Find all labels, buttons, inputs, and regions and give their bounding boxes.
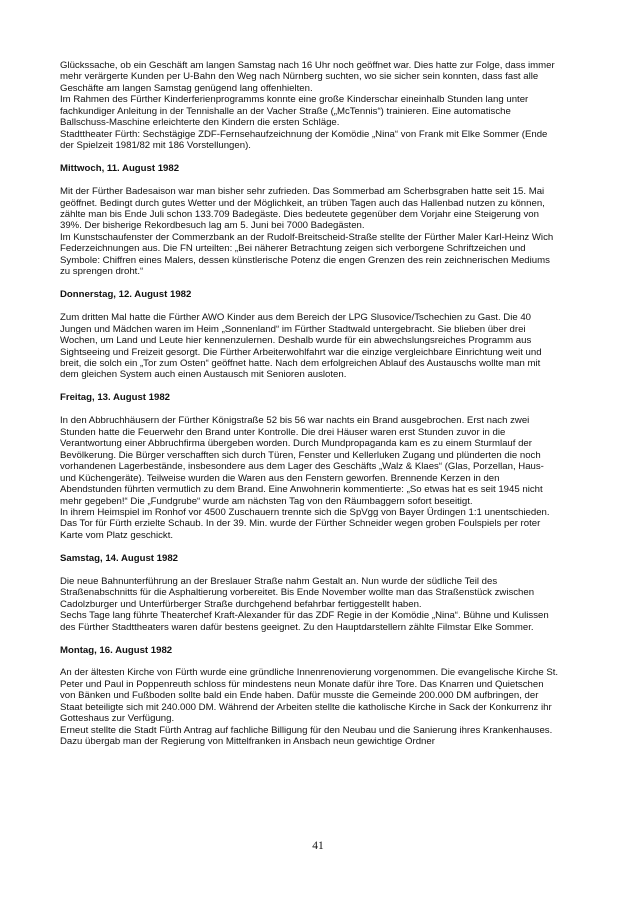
intro-paragraph: Im Rahmen des Fürther Kinderferienprogramms konnte eine große Kinderschar eineinhalb Stunden lang unter fachkundiger Anleitung in der Tennishalle an der Vacher Straße („McTennis“) trainieren. Eine automatische Ballschuss-Maschine erleichterte den Kindern die ersten Schläge. xyxy=(60,94,529,129)
section-heading: Montag, 16. August 1982 xyxy=(60,644,173,656)
section-2025-08-11 xyxy=(60,163,560,278)
intro-paragraph: Stadttheater Fürth: Sechstägige ZDF-Fernsehaufzeichnung der Komödie „Nina“ von Frank mit Elke Sommer (Ende der Spielzeit 1981/82 mit 186 Vorstellungen). xyxy=(60,128,548,152)
section-paragraph: Erneut stellte die Stadt Fürth Antrag auf fachliche Billigung für den Neubau und die Sanierung ihres Krankenhauses. Dazu übergab man der Regierung von Mittelfranken in Ansbach neun gewichtige Ordner xyxy=(60,724,553,748)
section-heading: Mittwoch, 11. August 1982 xyxy=(60,163,180,175)
section-2025-08-13 xyxy=(60,392,560,541)
section-paragraph: Im Kunstschaufenster der Commerzbank an der Rudolf-Breitscheid-Straße stellte der Fürther Maler Karl-Heinz Wich Federzeichnungen aus. Die FN urteilten: „Bei näherer Betrachtung zeigen sich verborgene Schriftzeichen und Symbole: Chiffren eines Malers, dessen künstlerische Potenz die engen Grenzen des rein zeichnerischen Mediums zu sprengen droht.“ xyxy=(60,231,554,278)
section-paragraph: Mit der Fürther Badesaison war man bisher sehr zufrieden. Das Sommerbad am Scherbsgraben hatte seit 15. Mai geöffnet. Bedingt durch gutes Wetter und der Möglichkeit, an trüben Tagen auch das Hallenbad nutzen zu können, zählte man bis Ende Juli schon 133.709 Badegäste. Dies bedeutete gegenüber dem Vorjahr eine Steigerung von 39%. Der bisherige Rekordbesuch lag am 5. Juni bei 7000 Badegästen. xyxy=(60,186,545,232)
section-paragraph: Sechs Tage lang führte Theaterchef Kraft-Alexander für das ZDF Regie in der Komödie „Nina“. Bühne und Kulissen des Fürther Stadttheaters waren dafür bestens geeignet. Zu den Hauptdarstellern zählte Filmstar Elke Sommer. xyxy=(60,610,549,633)
section-paragraph: In ihrem Heimspiel im Ronhof vor 4500 Zuschauern trennte sich die SpVgg von Bayer Ürdingen 1:1 unentschieden. Das Tor für Fürth erzielte Schaub. In der 39. Min. wurde der Fürther Schneider wegen groben Foulspiels per roter Karte vom Platz geschickt. xyxy=(60,506,550,541)
section-2025-08-14 xyxy=(60,553,560,633)
section-heading: Donnerstag, 12. August 1982 xyxy=(60,289,192,301)
section-paragraph: In den Abbruchhäusern der Fürther Königstraße 52 bis 56 war nachts ein Brand ausgebrochen. Erst nach zwei Stunden hatte die Feuerwehr den Brand unter Kontrolle. Die drei Häuser waren erst Stunden zuvor in die Verantwortung einer Abbruchfirma übergeben worden. Durch Mundpropaganda kam es zu einem Sturmlauf der Bevölkerung. Die Bürger verschafften sich durch Türen, Fenster und Kellerluken Zugang und plünderten die noch vorhandenen Lagerbestände, insbesondere aus dem Lager des Geschäfts „Walz & Klaes“ (Glas, Porzellan, Haus- und Küchengeräte). Teilweise wurden die Waren aus den Fenstern geworfen. Brennende Kerzen in den Abendstunden führten vermutlich zu dem Brand. Eine Anwohnerin kommentierte: „So etwas hat es seit 1945 nicht mehr gegeben!“ Die „Fundgrube“ wurde am nächsten Tag von den Räumbaggern sofort beseitigt. xyxy=(60,415,544,507)
section-heading: Freitag, 13. August 1982 xyxy=(60,392,171,404)
section-paragraph: An der ältesten Kirche von Fürth wurde eine gründliche Innenrenovierung vorgenommen. Die evangelische Kirche St. Peter und Paul in Poppenreuth schloss für mindestens neun Monate dafür ihre Tore. Das Knarren und Quietschen von Bänken und Fußboden sollte bald ein Ende haben. Dafür musste die Gemeinde 200.000 DM aufbringen, der Staat beteiligte sich mit 240.000 DM. Während der Arbeiten stellte die katholische Kirche in Sack der Konkurrenz ihr Gotteshaus zur Verfügung. xyxy=(60,667,559,725)
section-2025-08-16 xyxy=(60,645,560,748)
section-heading: Samstag, 14. August 1982 xyxy=(60,552,179,564)
section-paragraph: Zum dritten Mal hatte die Fürther AWO Kinder aus dem Bereich der LPG Slusovice/Tschechien zu Gast. Die 40 Jungen und Mädchen waren im Heim „Sonnenland“ im Fürther Stadtwald untergebracht. Sie blieben über drei Wochen, um Land und Leute hier kennenzulernen. Deshalb wurde für ein abwechslungsreiches Programm aus Sightseeing und Freizeit gesorgt. Die Fürther Arbeiterwohlfahrt war die einzige vergleichbare Einrichtung weit und breit, die solch ein „Tor zum Osten“ geöffnet hatte. Nach dem erfolgreichen Ablauf des Austauschs wollte man mit dem gleichen System auch einen Austausch mit Senioren ausloten. xyxy=(60,312,542,381)
document-page xyxy=(60,60,560,748)
section-paragraph: Die neue Bahnunterführung an der Breslauer Straße nahm Gestalt an. Nun wurde der südliche Teil des Straßenabschnitts für die Asphaltierung vorbereitet. Bis Ende November wollte man das Straßenstück zwischen Cadolzburger und Unterfürberger Straße durchgehend befahrbar fertiggestellt haben. xyxy=(60,575,535,610)
page-number: 41 xyxy=(312,840,324,852)
intro-block xyxy=(60,60,560,152)
intro-paragraph: Glückssache, ob ein Geschäft am langen Samstag nach 16 Uhr noch geöffnet war. Dies hatte zur Folge, dass immer mehr verärgerte Kunden per U-Bahn den Weg nach Nürnberg suchten, wo sie sicher sein konnten, dass fast alle Geschäfte am langen Samstag genügend lang offenhielten. xyxy=(60,60,555,94)
section-2025-08-12 xyxy=(60,289,560,381)
